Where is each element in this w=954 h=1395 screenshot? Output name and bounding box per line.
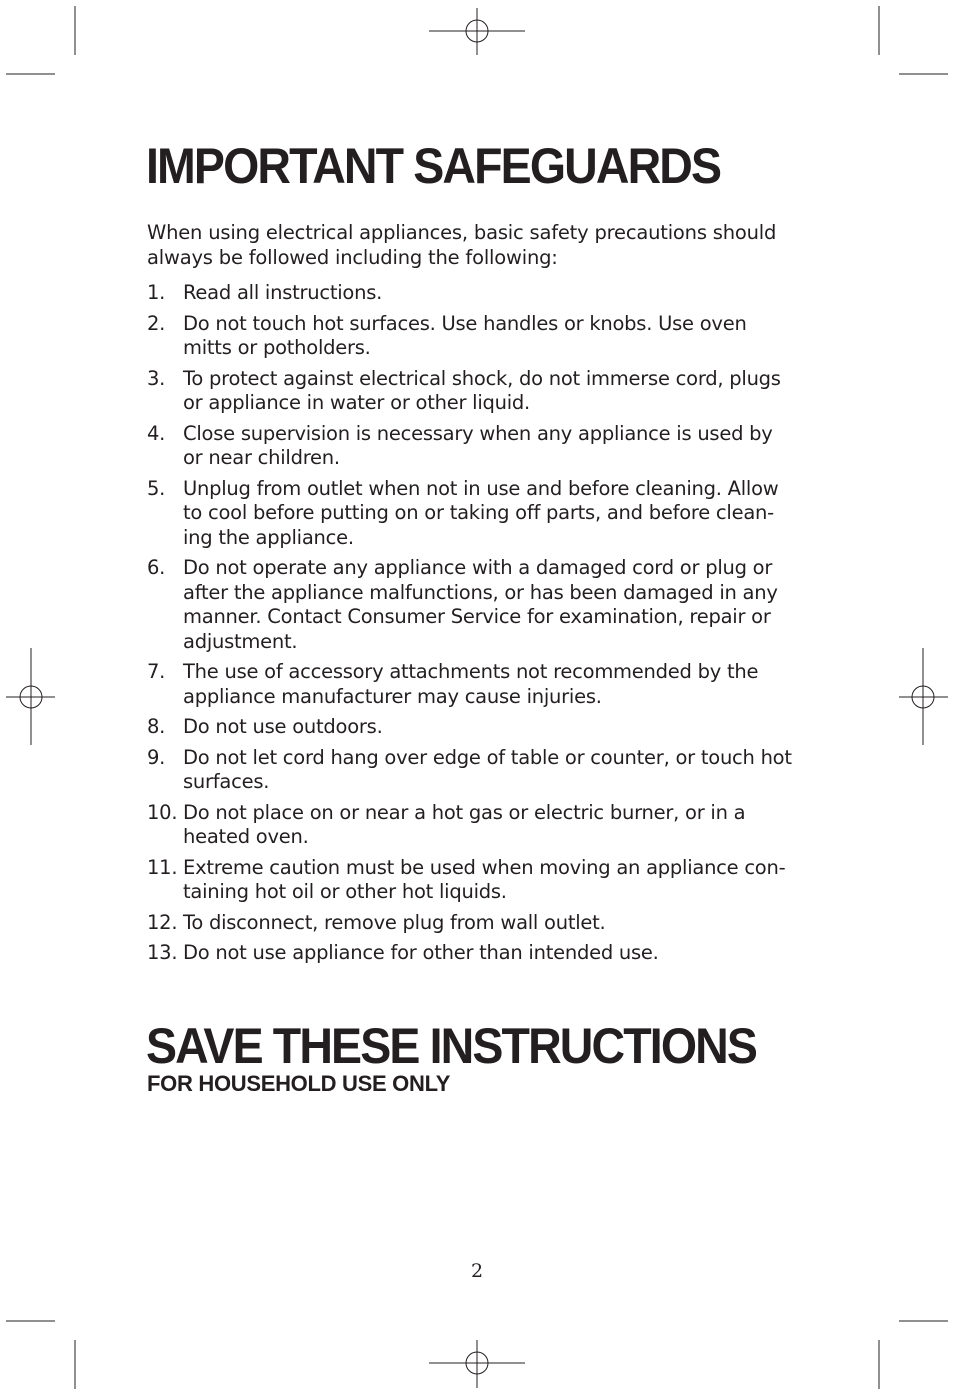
safeguard-item-text: To protect against electrical shock, do not immerse cord, plugs [183, 366, 781, 390]
safeguard-item-text: appliance manufacturer may cause injuries. [183, 684, 602, 708]
safeguard-item-number: 5. [147, 476, 166, 500]
safeguard-item-number: 4. [147, 421, 166, 445]
safeguard-item [147, 281, 827, 306]
safeguard-item-text: mitts or potholders. [183, 336, 371, 359]
safeguard-item-text: heated oven. [183, 825, 309, 848]
safeguard-item [147, 911, 827, 936]
safeguard-item [147, 856, 827, 905]
page-title: IMPORTANT SAFEGUARDS [146, 138, 721, 194]
intro-line: always be followed including the following: [147, 246, 558, 269]
safeguard-item-text: or appliance in water or other liquid. [183, 391, 531, 414]
safeguard-item-number: 2. [147, 311, 166, 335]
safeguard-item [147, 801, 827, 850]
safeguard-item-text: manner. Contact Consumer Service for examination, repair or [183, 605, 771, 628]
safeguard-item [147, 746, 827, 795]
safeguard-item-text: Unplug from outlet when not in use and before cleaning. Allow [183, 476, 779, 500]
registration-mark-icon [6, 648, 55, 745]
safeguard-item-text: Do not place on or near a hot gas or electric burner, or in a [183, 800, 746, 824]
safeguard-item [147, 941, 827, 966]
safeguard-item-number: 12. [147, 910, 178, 934]
safeguard-item-text: or near children. [183, 446, 340, 469]
safeguard-item [147, 367, 827, 416]
safeguard-item [147, 312, 827, 361]
safeguard-item-text: The use of accessory attachments not recommended by the [183, 660, 759, 683]
safeguard-item-text: Do not use outdoors. [183, 715, 383, 738]
safeguard-item-text: Do not use appliance for other than intended use. [183, 941, 659, 964]
safeguard-list [147, 281, 827, 972]
safeguard-item-number: 8. [147, 715, 166, 738]
registration-mark-icon [429, 1340, 525, 1388]
safeguard-item [147, 715, 827, 740]
safeguard-item-text: adjustment. [183, 629, 298, 653]
save-instructions-heading: SAVE THESE INSTRUCTIONS [146, 1018, 757, 1074]
safeguard-item-number: 6. [147, 556, 166, 579]
safeguard-item [147, 477, 827, 551]
safeguard-item-number: 11. [147, 855, 178, 879]
registration-mark-icon [899, 648, 948, 745]
intro-paragraph [147, 220, 807, 270]
safeguard-item-text: Read all instructions. [183, 281, 383, 304]
safeguard-item-number: 13. [147, 941, 178, 964]
safeguard-item-text: Close supervision is necessary when any appliance is used by [183, 421, 773, 445]
safeguard-item-number: 10. [147, 800, 178, 824]
safeguard-item-number: 3. [147, 366, 166, 390]
safeguard-item [147, 422, 827, 471]
safeguard-item-text: taining hot oil or other hot liquids. [183, 880, 507, 903]
safeguard-item-text: To disconnect, remove plug from wall outlet. [183, 910, 606, 934]
safeguard-item-text: Do not let cord hang over edge of table or counter, or touch hot [183, 745, 792, 769]
safeguard-item-number: 9. [147, 745, 166, 769]
safeguard-item-text: Do not touch hot surfaces. Use handles or knobs. Use oven [183, 311, 747, 335]
safeguard-item-text: Extreme caution must be used when moving an appliance con- [183, 855, 786, 879]
safeguard-item-number: 7. [147, 660, 166, 683]
household-use-note: FOR HOUSEHOLD USE ONLY [147, 1071, 451, 1096]
safeguard-item-text: after the appliance malfunctions, or has been damaged in any [183, 580, 778, 604]
safeguard-item [147, 660, 827, 709]
safeguard-item-text: Do not operate any appliance with a damaged cord or plug or [183, 556, 773, 579]
safeguard-item-text: surfaces. [183, 770, 270, 793]
safeguard-item [147, 556, 827, 654]
intro-line: When using electrical appliances, basic safety precautions should [147, 221, 777, 244]
registration-mark-icon [429, 8, 525, 55]
page-number: 2 [470, 1260, 484, 1282]
safeguard-item-number: 1. [147, 281, 166, 304]
safeguard-item-text: to cool before putting on or taking off parts, and before clean- [183, 501, 774, 524]
safeguard-item-text: ing the appliance. [183, 525, 354, 549]
